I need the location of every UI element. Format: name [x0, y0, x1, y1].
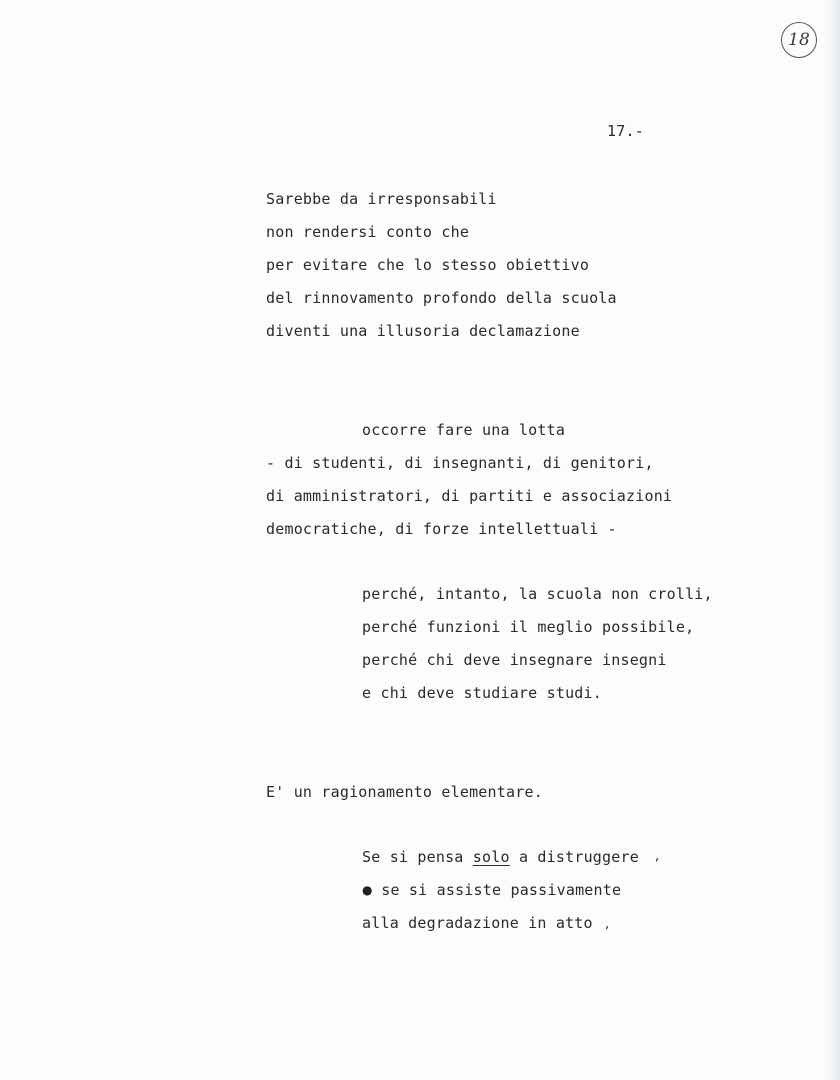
paragraph-line: e chi deve studiare studi. — [362, 684, 602, 702]
paragraph-line: diventi una illusoria declamazione — [266, 322, 580, 340]
paragraph-line: del rinnovamento profondo della scuola — [266, 289, 617, 307]
paragraph-line: perché funzioni il meglio possibile, — [362, 618, 695, 636]
statement-line: E' un ragionamento elementare. — [266, 783, 543, 801]
page-stamp — [781, 22, 817, 58]
handwritten-comma-mark: , — [655, 849, 660, 864]
paragraph-line: alla degradazione in atto — [362, 914, 593, 932]
line-text: a distruggere — [509, 848, 639, 866]
paragraph-line — [362, 848, 639, 866]
paragraph-line: Sarebbe da irresponsabili — [266, 190, 497, 208]
handwritten-comma-mark: , — [605, 917, 610, 932]
paragraph-line: non rendersi conto che — [266, 223, 470, 241]
paragraph-line: se si assiste passivamente — [372, 881, 622, 899]
paragraph-line: democratiche, di forze intellettuali - — [266, 520, 617, 538]
page-number: 17.- — [607, 122, 644, 140]
page-edge-shadow — [826, 0, 840, 1080]
paragraph-line: occorre fare una lotta — [362, 421, 566, 439]
paragraph-line: di amministratori, di partiti e associazioni — [266, 487, 673, 505]
paragraph-line: per evitare che lo stesso obiettivo — [266, 256, 590, 274]
paragraph-line: perché chi deve insegnare insegni — [362, 651, 667, 669]
page-stamp-number: 18 — [788, 30, 810, 50]
paragraph-line: perché, intanto, la scuola non crolli, — [362, 585, 713, 603]
paragraph-line: - di studenti, di insegnanti, di genitori, — [266, 454, 654, 472]
ink-blot-mark: ● — [362, 883, 373, 897]
underlined-word: solo — [472, 848, 510, 866]
line-text: Se si pensa — [362, 848, 473, 866]
